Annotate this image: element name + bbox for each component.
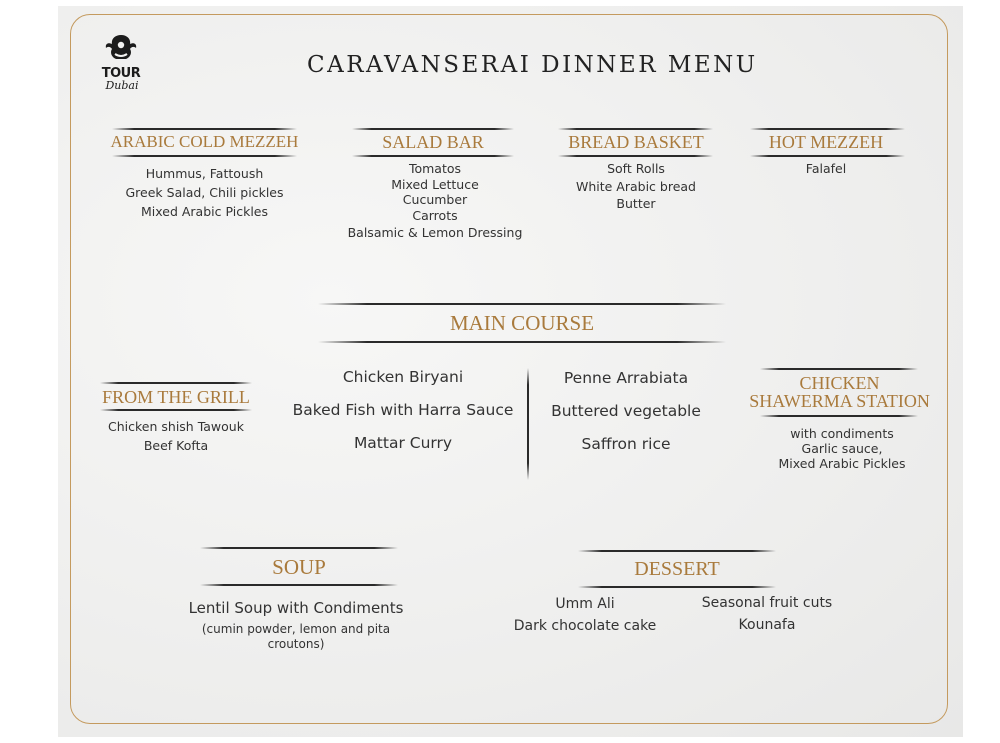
soup-heading: SOUP xyxy=(272,555,326,579)
hot-mezzeh-heading: HOT MEZZEH xyxy=(768,132,884,152)
list-item: Chicken shish Tawouk xyxy=(108,419,244,434)
bread-basket-items xyxy=(555,160,717,213)
hot-mezzeh-items xyxy=(745,159,907,178)
main-course-top-rule xyxy=(318,303,726,305)
shawerma-heading xyxy=(742,374,937,410)
logo xyxy=(98,32,144,92)
list-item: Butter xyxy=(616,196,656,211)
logo-line1: TOUR xyxy=(101,66,141,81)
soup-note xyxy=(165,622,427,652)
list-item: Mixed Lettuce xyxy=(391,176,479,192)
list-item: Tomatos xyxy=(408,161,462,176)
list-item: Umm Ali xyxy=(555,596,615,612)
arabic-cold-bottom-rule xyxy=(112,155,297,157)
main-course-left-items xyxy=(278,361,528,460)
list-item: Saffron rice xyxy=(581,435,671,453)
soup-note-line1: (cumin powder, lemon and pita xyxy=(201,622,391,636)
page-title: CARAVANSERAI DINNER MENU xyxy=(307,52,758,78)
list-item: Baked Fish with Harra Sauce xyxy=(292,401,514,419)
soup-note-line2: croutons) xyxy=(267,637,325,651)
hot-mezzeh-bottom-rule xyxy=(750,155,905,157)
list-item: Mattar Curry xyxy=(353,434,453,452)
main-course-bottom-rule xyxy=(318,341,726,343)
list-item: Soft Rolls xyxy=(607,161,665,176)
soup-main: Lentil Soup with Condiments xyxy=(188,599,404,617)
main-course-heading: MAIN COURSE xyxy=(449,311,595,335)
list-item: Hummus, Fattoush xyxy=(145,166,264,181)
main-course-right-items xyxy=(530,362,722,461)
logo-line2: Dubai xyxy=(105,79,139,92)
shawerma-heading-line2: SHAWERMA STATION xyxy=(749,391,930,411)
arabic-cold-items xyxy=(102,164,307,221)
bread-basket-top-rule xyxy=(558,128,713,130)
soup-top-rule xyxy=(200,547,398,549)
list-item: Kounafa xyxy=(738,617,796,633)
dessert-top-rule xyxy=(578,550,776,552)
arabic-cold-top-rule xyxy=(112,128,297,130)
list-item: Dark chocolate cake xyxy=(513,618,657,634)
bread-basket-heading: BREAD BASKET xyxy=(568,132,704,152)
list-item: Garlic sauce, xyxy=(801,441,883,456)
dessert-right-items xyxy=(686,592,848,636)
list-item: Carrots xyxy=(412,207,458,223)
list-item: with condiments xyxy=(790,426,894,441)
salad-bar-bottom-rule xyxy=(352,155,514,157)
dessert-bottom-rule xyxy=(578,586,776,588)
salad-bar-top-rule xyxy=(352,128,514,130)
list-item: Mixed Arabic Pickles xyxy=(141,204,268,219)
bread-basket-bottom-rule xyxy=(558,155,713,157)
list-item: White Arabic bread xyxy=(575,178,696,194)
list-item: Balsamic & Lemon Dressing xyxy=(347,225,523,240)
salad-bar-items xyxy=(335,161,535,241)
list-item: Beef Kofta xyxy=(143,438,209,453)
grill-top-rule xyxy=(100,382,252,384)
list-item: Greek Salad, Chili pickles xyxy=(125,185,284,200)
arabic-cold-heading: ARABIC COLD MEZZEH xyxy=(110,132,299,151)
tour-dubai-logo-icon xyxy=(98,32,144,66)
soup-bottom-rule xyxy=(200,584,398,586)
list-item: Chicken Biryani xyxy=(342,368,464,386)
list-item: Penne Arrabiata xyxy=(563,369,689,387)
hot-mezzeh-top-rule xyxy=(750,128,905,130)
list-item: Mixed Arabic Pickles xyxy=(778,456,906,471)
dessert-left-items xyxy=(500,593,670,637)
grill-bottom-rule xyxy=(100,409,252,411)
list-item: Falafel xyxy=(805,161,847,176)
salad-bar-heading: SALAD BAR xyxy=(382,132,484,152)
grill-items xyxy=(95,417,257,455)
grill-heading: FROM THE GRILL xyxy=(102,387,250,407)
shawerma-heading-line1: CHICKEN xyxy=(799,373,880,393)
list-item: Buttered vegetable xyxy=(551,402,701,420)
shawerma-bottom-rule xyxy=(760,415,918,417)
dessert-heading: DESSERT xyxy=(634,558,720,580)
list-item: Cucumber xyxy=(402,192,468,207)
shawerma-top-rule xyxy=(760,368,918,370)
main-course-divider xyxy=(527,368,529,480)
list-item: Seasonal fruit cuts xyxy=(701,595,833,611)
shawerma-items xyxy=(742,426,942,471)
